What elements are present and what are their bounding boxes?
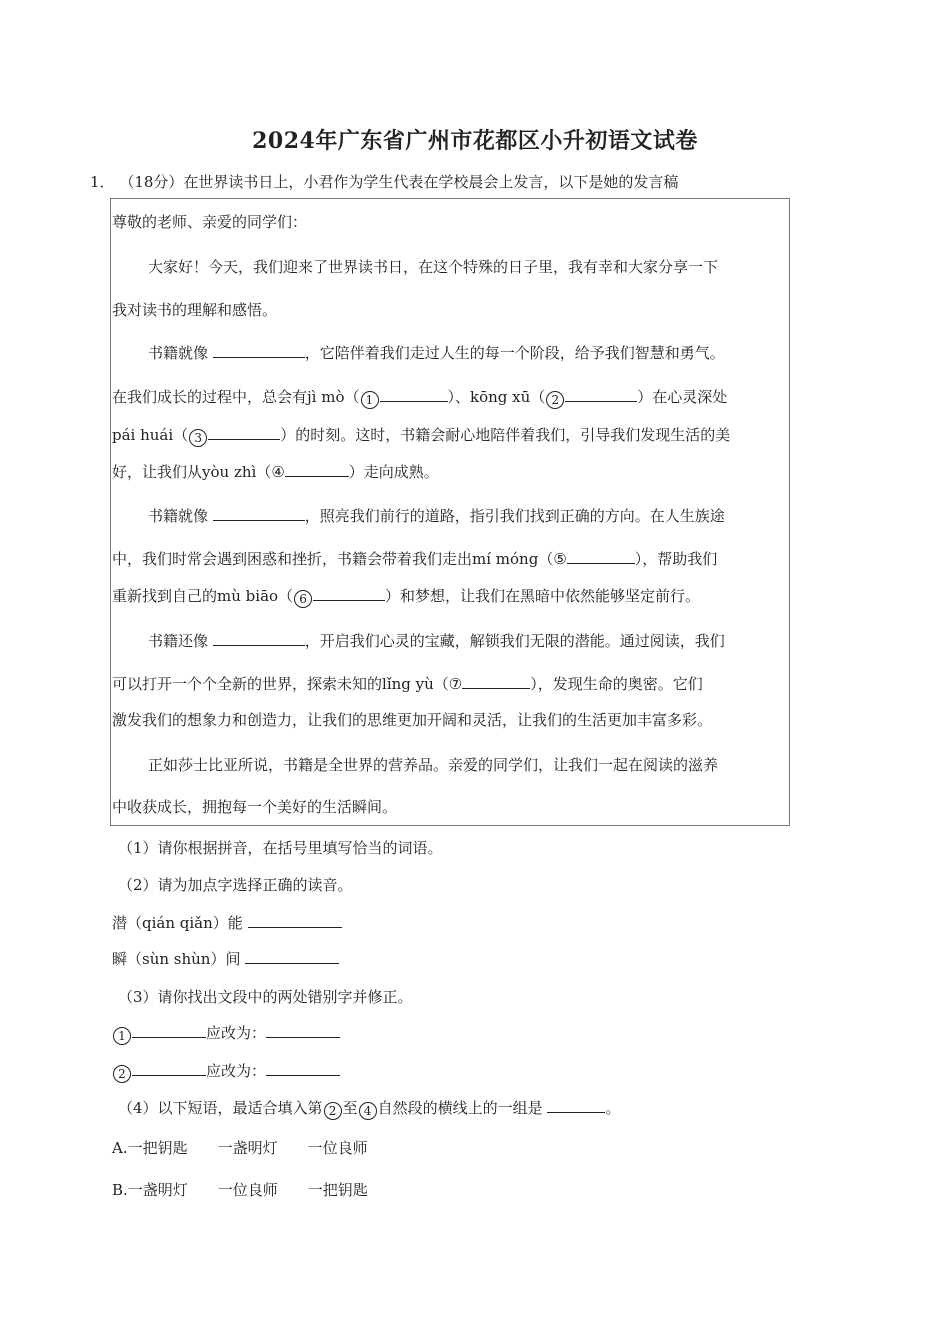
circled-number-1: 1 bbox=[361, 391, 379, 409]
answer-blank-wrong-char-2[interactable] bbox=[132, 1061, 206, 1076]
answer-blank-pronunciation-2[interactable] bbox=[245, 949, 339, 964]
blank-pinyin-2[interactable] bbox=[565, 387, 637, 402]
speech-p2-line3: pái huái（ 3 ）的时刻。这时，书籍会耐心地陪伴着我们，引导我们发现生活的美 bbox=[112, 426, 731, 445]
speech-p1-line2: 我对读书的理解和感悟。 bbox=[112, 301, 278, 319]
circled-number-4: 4 bbox=[359, 1102, 377, 1120]
subquestion-3-fix-2: 2 应改为： bbox=[112, 1060, 340, 1083]
question-header bbox=[90, 171, 678, 192]
answer-blank-pronunciation-1[interactable] bbox=[248, 913, 342, 928]
speech-p1-line1: 大家好！今天，我们迎来了世界读书日，在这个特殊的日子里，我有幸和大家分享一下 bbox=[148, 258, 719, 276]
speech-greeting: 尊敬的老师、亲爱的同学们： bbox=[112, 213, 308, 231]
circled-number-6: 6 bbox=[294, 590, 312, 608]
circled-number-4: ④ bbox=[271, 463, 285, 481]
answer-blank-correct-char-2[interactable] bbox=[266, 1061, 340, 1076]
subquestion-2-item-2: 瞬（sùn shùn）间 bbox=[112, 948, 339, 969]
question-stem: 在世界读书日上，小君作为学生代表在学校晨会上发言，以下是她的发言稿 bbox=[183, 173, 679, 191]
subquestion-2-item-1: 潜（qián qiǎn）能 bbox=[112, 912, 342, 933]
speech-p4-line1: 书籍还像 ，开启我们心灵的宝藏，解锁我们无限的潜能。通过阅读，我们 bbox=[148, 632, 725, 650]
blank-pinyin-4[interactable] bbox=[285, 462, 349, 477]
blank-pinyin-7[interactable] bbox=[462, 674, 530, 689]
speech-p2-line4: 好，让我们从yòu zhì（④ ）走向成熟。 bbox=[112, 463, 439, 481]
blank-simile-1[interactable] bbox=[213, 343, 305, 358]
circled-number-1: 1 bbox=[113, 1027, 131, 1045]
answer-blank-correct-char-1[interactable] bbox=[266, 1023, 340, 1038]
circled-number-2: 2 bbox=[324, 1102, 342, 1120]
speech-p4-line3: 激发我们的想象力和创造力，让我们的思维更加开阔和灵活，让我们的生活更加丰富多彩。 bbox=[112, 711, 713, 729]
speech-p4-line2: 可以打开一个个全新的世界，探索未知的lǐng yù（⑦ ），发现生命的奥密。它们 bbox=[112, 675, 703, 693]
blank-simile-2[interactable] bbox=[213, 506, 305, 521]
speech-p2-line1: 书籍就像 ，它陪伴着我们走过人生的每一个阶段，给予我们智慧和勇气。 bbox=[148, 344, 725, 362]
answer-blank-wrong-char-1[interactable] bbox=[132, 1023, 206, 1038]
subquestion-3-fix-1: 1 应改为： bbox=[112, 1022, 340, 1045]
subquestion-4: （4）以下短语，最适合填入第 2 至 4 自然段的横线上的一组是 。 bbox=[118, 1099, 621, 1118]
circled-number-2: 2 bbox=[546, 391, 564, 409]
option-a[interactable]: A.一把钥匙 一盏明灯 一位良师 bbox=[112, 1139, 368, 1157]
blank-pinyin-3[interactable] bbox=[208, 425, 280, 440]
page-title: 2024年广东省广州市花都区小升初语文试卷 bbox=[252, 128, 698, 154]
blank-pinyin-1[interactable] bbox=[380, 387, 448, 402]
question-number: 1． bbox=[90, 173, 115, 191]
circled-number-2: 2 bbox=[113, 1065, 131, 1083]
subquestion-2: （2）请为加点字选择正确的读音。 bbox=[118, 876, 353, 894]
blank-pinyin-6[interactable] bbox=[313, 586, 385, 601]
speech-p5-line1: 正如莎士比亚所说，书籍是全世界的营养品。亲爱的同学们，让我们一起在阅读的滋养 bbox=[148, 756, 719, 774]
question-score: （18分） bbox=[119, 173, 184, 191]
option-b[interactable]: B.一盏明灯 一位良师 一把钥匙 bbox=[112, 1181, 368, 1199]
answer-blank-choice[interactable] bbox=[547, 1098, 605, 1113]
blank-simile-3[interactable] bbox=[213, 631, 305, 646]
circled-number-5: ⑤ bbox=[553, 550, 567, 568]
speech-p2-line2: 在我们成长的过程中，总会有jì mò（ 1 ）、kōng xū（ 2 ）在心灵深处 bbox=[112, 388, 728, 407]
speech-p3-line2: 中，我们时常会遇到困惑和挫折，书籍会带着我们走出mí móng（⑤ ），帮助我们 bbox=[112, 550, 718, 568]
circled-number-3: 3 bbox=[189, 429, 207, 447]
speech-p3-line1: 书籍就像 ，照亮我们前行的道路，指引我们找到正确的方向。在人生族途 bbox=[148, 507, 725, 525]
speech-p3-line3: 重新找到自己的mù biāo（ 6 ）和梦想，让我们在黑暗中依然能够坚定前行。 bbox=[112, 587, 701, 606]
subquestion-3: （3）请你找出文段中的两处错别字并修正。 bbox=[118, 988, 413, 1006]
subquestion-1: （1）请你根据拼音，在括号里填写恰当的词语。 bbox=[118, 839, 443, 857]
blank-pinyin-5[interactable] bbox=[567, 549, 635, 564]
speech-p5-line2: 中收获成长，拥抱每一个美好的生活瞬间。 bbox=[112, 798, 398, 816]
circled-number-7: ⑦ bbox=[448, 675, 463, 693]
